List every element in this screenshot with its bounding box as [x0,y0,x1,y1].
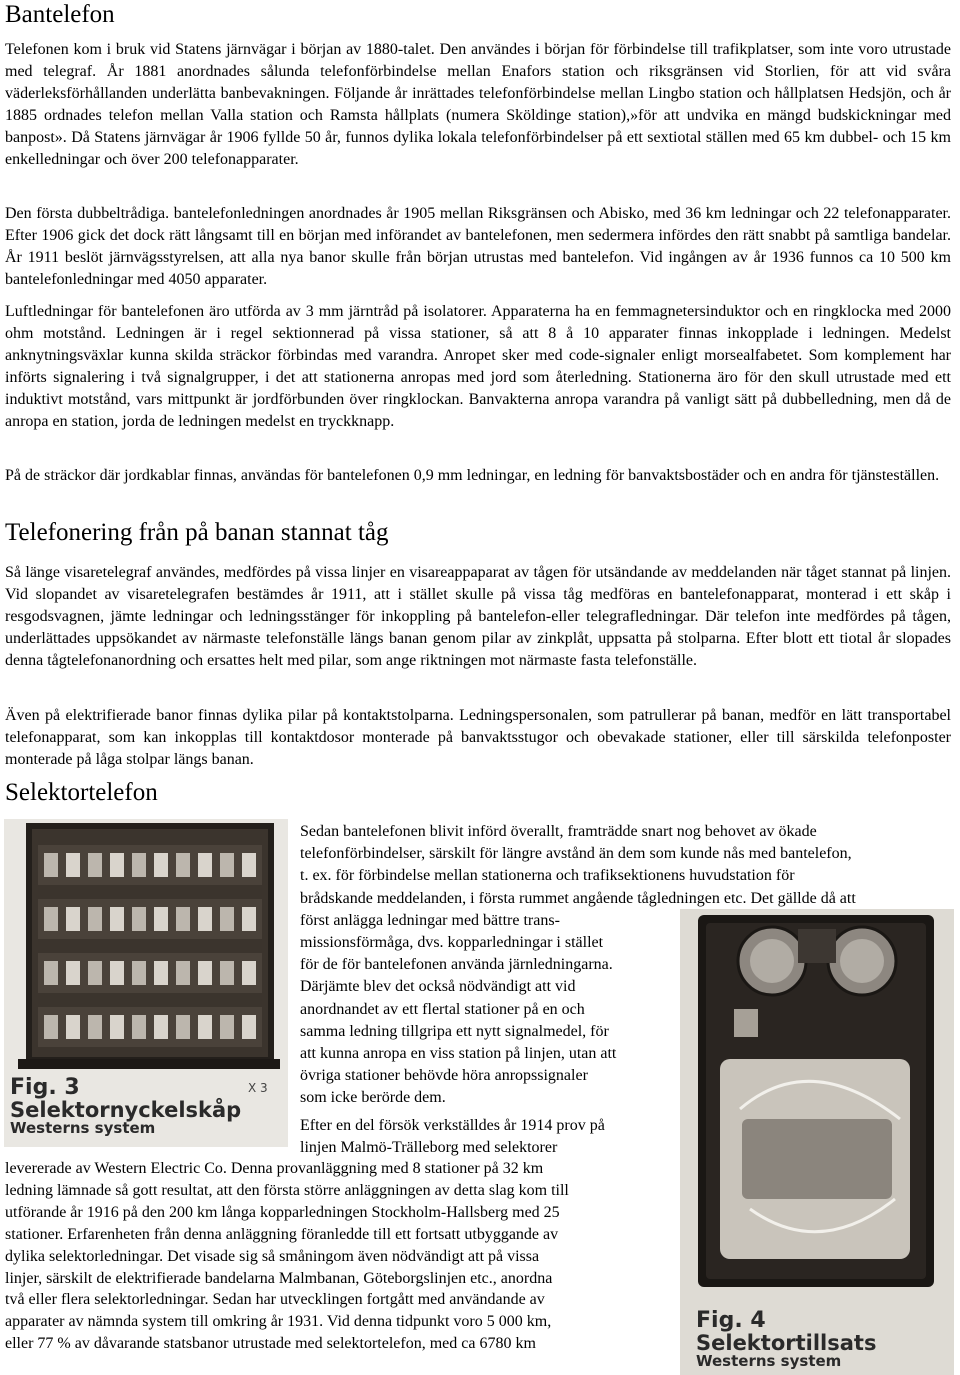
paragraph-5: Så länge visaretelegraf användes, medfördes på vissa linjer en visareappaparat av tågen för utsändande av meddelanden när tåget stannat på linjen. Vid slopandet av visaretelegrafen bestämdes år 1911, att i stället skulle på vissa tåg medföras en bantelefonapparat, monterad i ett skåp i resgodsvagnen, jämte ledningar och ledningsstänger för inkoppling på bantelefon-eller telegrafledningar. Där telefon inte medfördes på tågen, underlättades uppsökandet av närmaste telefonställe längs banan genom pilar av zinkplåt, uppsatta på stolparna. Efter blott ett tiotal år slopades denna tågtelefonanordning och ersattes helt med pilar, som ange riktningen mot närmaste fasta telefonställe. [5,564,951,669]
selektor-line: ledning lämnade så gott resultat, att den första större anläggningen av detta slag kom till [5,1181,569,1199]
selektor-line: Efter en del försök verkställdes år 1914 prov på [300,1117,605,1134]
selektor-line: stationer. Erfarenheten från denna anläggning föranledde till ett fortsatt utbyggande av [5,1225,559,1243]
figure-3-subtitle: Westerns system [10,1119,156,1138]
selektor-line: övriga stationer behövde höra anropssignaler [300,1067,588,1085]
selektor-line: utförande år 1916 på den 200 km långa kopparledningen Stockholm-Hallsberg med 25 [5,1203,560,1221]
selektor-line: för de för bantelefonen använda järnledningarna. [300,956,613,974]
figure-3-selektornyckelskap [4,819,288,1147]
selektor-line: Därjämte blev det också nödvändigt att vid [300,978,576,996]
selektor-line: att kunna anropa en viss station på linjen, utan att [300,1045,617,1062]
selektor-line: missionsförmåga, dvs. kopparledningar i stället [300,934,604,951]
selektor-line: Sedan bantelefonen blivit införd överallt, framträdde snart nog behovet av ökade [300,823,817,840]
selektor-line: apparater av nämnda system till omkring år 1931. Vid denna tidpunkt voro 5 000 km, [5,1313,552,1331]
figure-4-title: Selektortillsats [696,1331,877,1356]
selektor-line: telefonförbindelser, särskilt för längre avstånd än dem som kunde nås med bantelefon, [300,845,852,863]
figure-3-label: Fig. 3 [10,1075,80,1100]
selektor-line: anordnandet av ett flertal stationer på en och [300,1000,585,1018]
selektor-line: brådskande meddelanden, i första rummet angående tågledningen etc. Det gällde då att [300,889,856,907]
figure-3-mark: X 3 [248,1081,268,1095]
selektor-line: samma ledning tillgripa ett nytt signalmedel, för [300,1022,609,1040]
paragraph-4: På de sträckor där jordkablar finnas, användas för bantelefonen 0,9 mm ledningar, en ledning för banvaktsbostäder och en andra för tjänsteställen. [5,467,940,484]
figure-3-caption [10,1076,241,1137]
heading-selektortelefon: Selektortelefon [5,779,158,806]
selector-unit-image [680,909,954,1375]
figure-3-title: Selektornyckelskåp [10,1098,242,1123]
selektor-line: eller 77 % av dåvarande statsbanor utrustade med selektortelefon, med ca 6780 km [5,1335,536,1353]
selektor-line: först anlägga ledningar med bättre trans- [300,911,560,929]
paragraph-3: Luftledningar för bantelefonen äro utförda av 3 mm järntråd på isolatorer. Apparaterna ha en femmagnetersinduktor och en ringklocka med 2000 ohm motstånd. Ledningen är i regel sektionnerad på vissa stationer, så att 8 å 10 apparater finnas inkopplade i ledningen. Medelst anknytningsväxlar kunna skilda sträckor förbindas med varandra. Anropet sker med code-signaler enligt morsealfabetet. Som komplement har införts signalering i två signalgrupper, i det att stationerna anropas med jord som återledning. Stationerna äro för den skull utrustade med ett induktivt motstånd, vars mittpunkt är jordförbunden över ringklockan. Banvakterna anropa varandra på vanligt sätt på dubbelledning, men då de anropa en station, jorda de ledningen medelst en tryckknapp. [5,303,951,430]
paragraph-1: Telefonen kom i bruk vid Statens järnvägar i början av 1880-talet. Den användes i början för förbindelse till trafikplatser, som inte voro utrustade med telegraf. År 1881 anordnades sålunda telefonförbindelse mellan Enafors station och riksgränsen vid Storlien, för att vid svåra väderleksförhållanden underlätta banbevakningen. Följande år inrättades telefonförbindelse mellan Lingbo station och hållplatsen Hedsjön, och år 1885 ordnades telefon mellan Valla station och Ramsta hållplats (numera Sköldinge station),»för att undvika en mängd budskickningar med banpost». Då Statens järnvägar år 1906 fyllde 50 år, funnos dylika lokala telefonförbindelser på ett sextiotal ställen med 65 km dubbel- och 15 km enkelledningar och över 200 telefonapparater. [5,41,951,168]
figure-4-caption [696,1309,876,1370]
selektor-line: som icke berörde dem. [300,1089,446,1107]
selektor-line: linjen Malmö-Trälleborg med selektorer [300,1139,558,1157]
figure-4-subtitle: Westerns system [696,1352,842,1371]
paragraph-2: Den första dubbeltrådiga. bantelefonledningen anordnades år 1905 mellan Riksgränsen och Abisko, med 36 km ledningar och 22 telefonapparater. Efter 1906 gick det dock rätt långsamt till en början med införandet av bantelefonen, men sedermera infördes den rätt snabbt på samtliga bandelar. År 1911 beslöt järnvägsstyrelsen, att alla nya banor skulle från början utrustas med bantelefon. Vid ingången av år 1936 funnos ca 10 500 km bantelefonledningar med 4050 apparater. [5,205,951,288]
selektor-line: två eller flera selektorledningar. Sedan har utvecklingen fortgått med användande av [5,1291,545,1309]
heading-telefonering: Telefonering från på banan stannat tåg [5,519,389,546]
heading-bantelefon: Bantelefon [5,1,115,28]
figure-4-selektortillsats [680,909,954,1375]
paragraph-6: Även på elektrifierade banor finnas dylika pilar på kontaktstolparna. Ledningspersonalen, som patrullerar på banan, medför en lätt transportabel telefonapparat, som kan inkopplas till kontaktdosor monterade på banvaktsstugor och obevakade stationer, eller till särskilda telefonposter monterade på låga stolpar längs banan. [5,707,951,768]
selektor-line: t. ex. för förbindelse mellan stationerna och trafiksektionens huvudstation för [300,867,795,885]
selektor-line: levererade av Western Electric Co. Denna provanläggning med 8 stationer på 32 km [5,1160,544,1177]
selektor-line: dylika selektorledningar. Det visade sig så småningom även nödvändigt att på vissa [5,1247,540,1265]
selektor-line: linjer, särskilt de elektrifierade bandelarna Malmbanan, Göteborgslinjen etc., anordna [5,1269,553,1287]
figure-4-label: Fig. 4 [696,1308,766,1333]
